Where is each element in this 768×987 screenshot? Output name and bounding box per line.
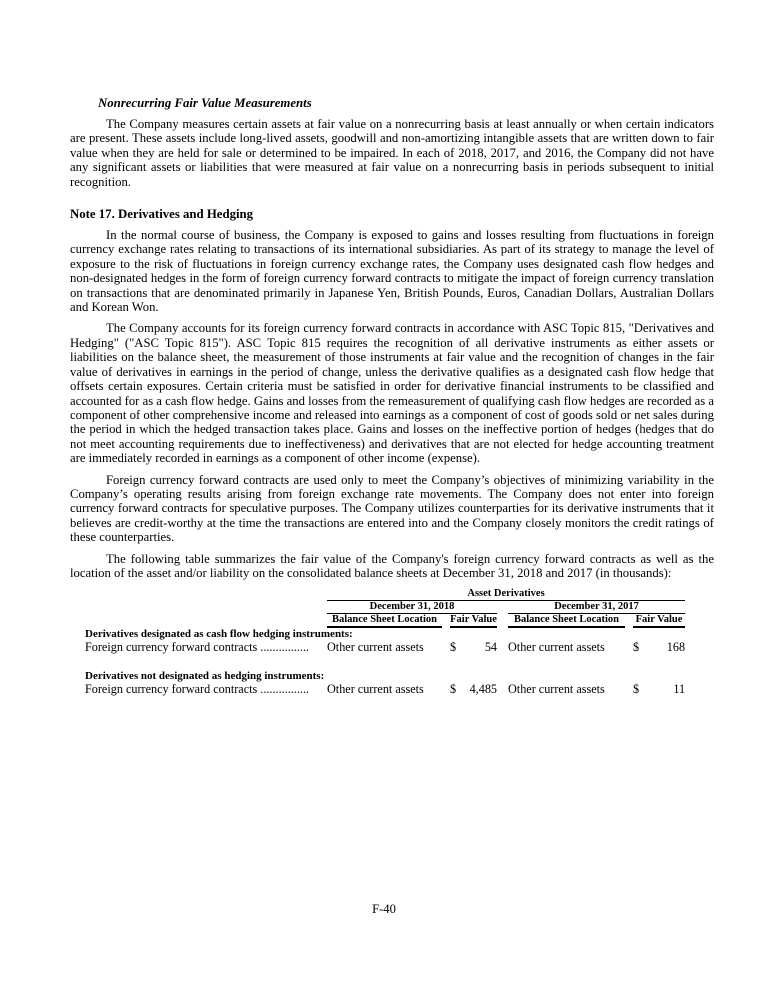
- group-label-not-designated: Derivatives not designated as hedging instruments:: [85, 670, 325, 683]
- group-header-row-designated: [85, 627, 685, 640]
- table-row-designated-forwards: [85, 640, 685, 654]
- currency-symbol: $: [450, 682, 457, 697]
- paragraph-note17-2: The Company accounts for its foreign currency forward contracts in accordance with ASC Topic 815, "Derivatives and Hedging" ("ASC Topic 815"). ASC Topic 815 requires the recognition of all derivative instruments as either assets or liabilities on the balance sheet, the measurement of those instruments at fair value and the recognition of changes in the fair value of derivatives in earnings in the period of change, unless the derivative qualifies as a designated cash flow hedge that offsets certain exposures. Certain criteria must be satisfied in order for derivative financial instruments to be classified and accounted for as a cash flow hedge. Gains and losses from the remeasurement of qualifying cash flow hedges are recorded as a component of other comprehensive income and released into earnings as a component of cost of goods sold or net sales during the period in which the hedged transaction takes place. Gains and losses on the ineffective portion of hedges (hedges that do not meet accounting requirements due to ineffectiveness) and derivatives that are not elected for hedge accounting treatment are immediately recorded in earnings as a component of other income (expense).: [70, 321, 714, 466]
- period-header-row: [85, 601, 685, 614]
- cell-fair-value-2017: [633, 640, 685, 654]
- spacer-row: [85, 654, 685, 670]
- column-gap: [497, 614, 508, 628]
- cell-location-2018: Other current assets: [327, 682, 424, 697]
- column-gap: [442, 614, 450, 628]
- group-header-row-not-designated: [85, 670, 685, 682]
- cell-fair-value-2018: [450, 640, 497, 654]
- column-gap: [625, 614, 633, 628]
- cell-location-2017: Other current assets: [508, 640, 605, 655]
- period-header-2017: December 31, 2017: [508, 601, 685, 614]
- paragraph-note17-1: In the normal course of business, the Company is exposed to gains and losses resulting from fluctuations in foreign currency exchange rates relating to transactions of its international subsidiaries. As part of its strategy to manage the level of exposure to the risk of fluctuations in foreign currency exchange rates, the Company uses designated cash flow hedges and non-designated hedges in the form of foreign currency forward contracts to mitigate the impact of foreign currency translation on transactions that are denominated primarily in Japanese Yen, British Pounds, Euros, Canadian Dollars, Australian Dollars and Korean Won.: [70, 228, 714, 315]
- amount: 11: [673, 682, 686, 697]
- column-gap: [625, 640, 633, 654]
- section-heading-nonrecurring: Nonrecurring Fair Value Measurements: [98, 96, 312, 110]
- column-gap: [497, 640, 508, 654]
- row-item-label: Foreign currency forward contracts ................: [85, 640, 310, 655]
- amount: 54: [484, 640, 497, 655]
- derivatives-fair-value-table: [85, 588, 685, 696]
- section-heading-note17: Note 17. Derivatives and Hedging: [70, 207, 254, 222]
- column-header-location-2017: Balance Sheet Location: [508, 614, 625, 628]
- row-item-label: Foreign currency forward contracts ................: [85, 682, 310, 697]
- period-header-2018: December 31, 2018: [327, 601, 497, 614]
- empty-cell: [85, 614, 327, 628]
- currency-symbol: $: [633, 682, 640, 697]
- column-gap: [497, 682, 508, 696]
- table-title: Asset Derivatives: [327, 588, 685, 601]
- cell-fair-value-2018: [450, 682, 497, 696]
- table-title-row: [85, 588, 685, 601]
- column-gap: [442, 640, 450, 654]
- column-gap: [497, 601, 508, 614]
- amount: 4,485: [469, 682, 497, 697]
- column-header-fair-value-2018: Fair Value: [450, 614, 497, 626]
- empty-cell: [85, 654, 685, 670]
- paragraph-nonrecurring: The Company measures certain assets at fair value on a nonrecurring basis at least annually or when certain indicators are present. These assets include long-lived assets, goodwill and non-amortizing intangible assets that are written down to fair value when they are held for sale or determined to be impaired. In each of 2018, 2017, and 2016, the Company did not have any significant assets or liabilities that were measured at fair value on a nonrecurring basis in periods subsequent to initial recognition.: [70, 117, 714, 189]
- paragraph-note17-3: Foreign currency forward contracts are used only to meet the Company’s objectives of minimizing variability in the Company’s operating results arising from foreign exchange rate movements. The Company does not enter into foreign currency forward contracts for speculative purposes. The Company utilizes counterparties for its derivative instruments that it believes are credit-worthy at the time the transactions are entered into and the Company closely monitors the credit ratings of these counterparties.: [70, 472, 714, 545]
- currency-symbol: $: [450, 640, 457, 655]
- group-label-designated: Derivatives designated as cash flow hedging instruments:: [85, 628, 353, 641]
- paragraph-note17-4: The following table summarizes the fair value of the Company's foreign currency forward contracts as well as the location of the asset and/or liability on the consolidated balance sheets at December 31, 2018 and 2017 (in thousands):: [70, 551, 714, 580]
- table-row-not-designated-forwards: [85, 682, 685, 696]
- cell-location-2017: Other current assets: [508, 682, 605, 697]
- column-gap: [442, 682, 450, 696]
- cell-location-2018: Other current assets: [327, 640, 424, 655]
- empty-cell: [85, 588, 327, 601]
- column-header-fair-value-2017: Fair Value: [633, 614, 685, 628]
- currency-symbol: $: [633, 640, 640, 655]
- column-header-location-2018: Balance Sheet Location: [327, 614, 442, 628]
- amount: 168: [666, 640, 686, 655]
- empty-cell: [85, 601, 327, 614]
- column-header-row: [85, 614, 685, 628]
- page-number: F-40: [372, 902, 396, 916]
- cell-fair-value-2017: [633, 682, 685, 696]
- column-gap: [625, 682, 633, 696]
